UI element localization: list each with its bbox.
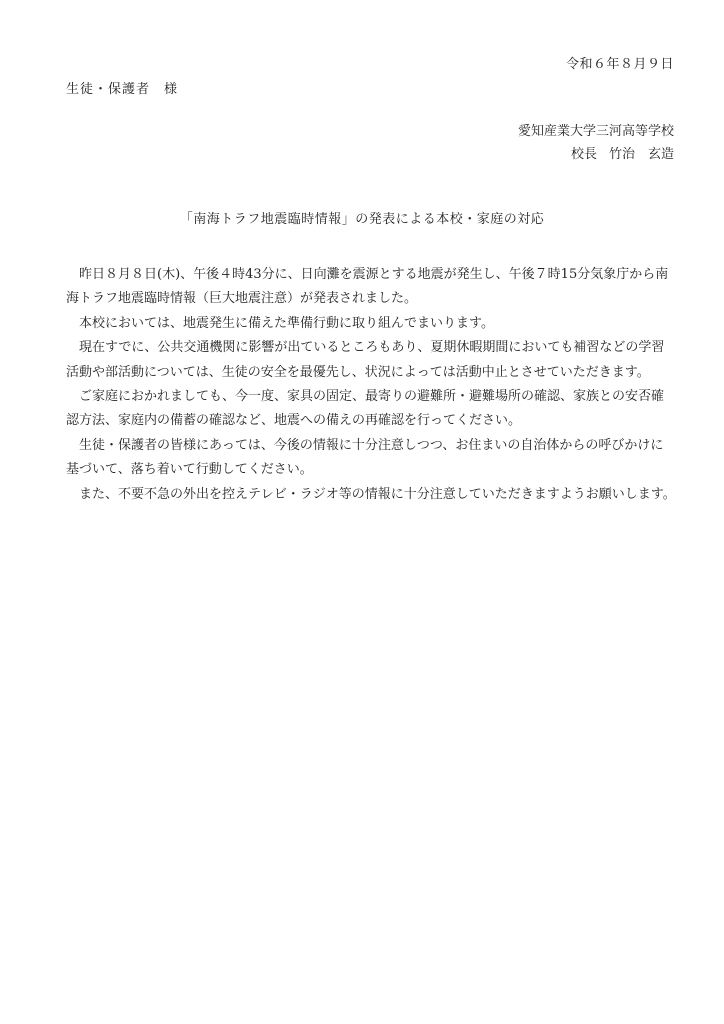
principal-name: 竹治 玄造: [608, 147, 674, 162]
document-date: 令和６年８月９日: [565, 57, 674, 72]
principal-line: [518, 143, 674, 166]
school-name: 愛知産業大学三河高等学校: [517, 124, 674, 139]
paragraph-school-preparation: 本校においては、地震発生に備えた準備行動に取り組んでまいります。: [79, 315, 494, 331]
paragraph-activities: 現在すでに、公共交通機関に影響が出ているところもあり、夏期休暇期間においても補習などの学習活動や部活動については、生徒の安全を最優先し、状況によっては活動中止とさせていただきます。: [66, 340, 665, 380]
paragraph-earthquake-report: 昨日８月８日(木)、午後４時43分に、日向灘を震源とする地震が発生し、午後７時15分気象庁から南海トラフ地震臨時情報（巨大地震注意）が発表されました。: [66, 267, 669, 307]
paragraph-calm-action: 生徒・保護者の皆様にあっては、今後の情報に十分注意しつつ、お住まいの自治体からの呼びかけに基づいて、落ち着いて行動してください。: [66, 437, 664, 478]
sender-block: [518, 120, 674, 166]
document-heading: 「南海トラフ地震臨時情報」の発表による本校・家庭の対応: [179, 212, 545, 227]
paragraph-home-preparation: ご家庭におかれましても、今一度、家具の固定、最寄りの避難所・避難場所の確認、家族との安否確認方法、家庭内の備蓄の確認など、地震への備えの再確認を行ってください。: [66, 389, 665, 429]
recipient-line: 生徒・保護者 様: [66, 82, 179, 97]
document-body: [66, 263, 676, 507]
principal-title: 校長: [570, 147, 597, 162]
paragraph-outing-caution: また、不要不急の外出を控えテレビ・ラジオ等の情報に十分注意していただきますようお願いします。: [79, 486, 676, 502]
